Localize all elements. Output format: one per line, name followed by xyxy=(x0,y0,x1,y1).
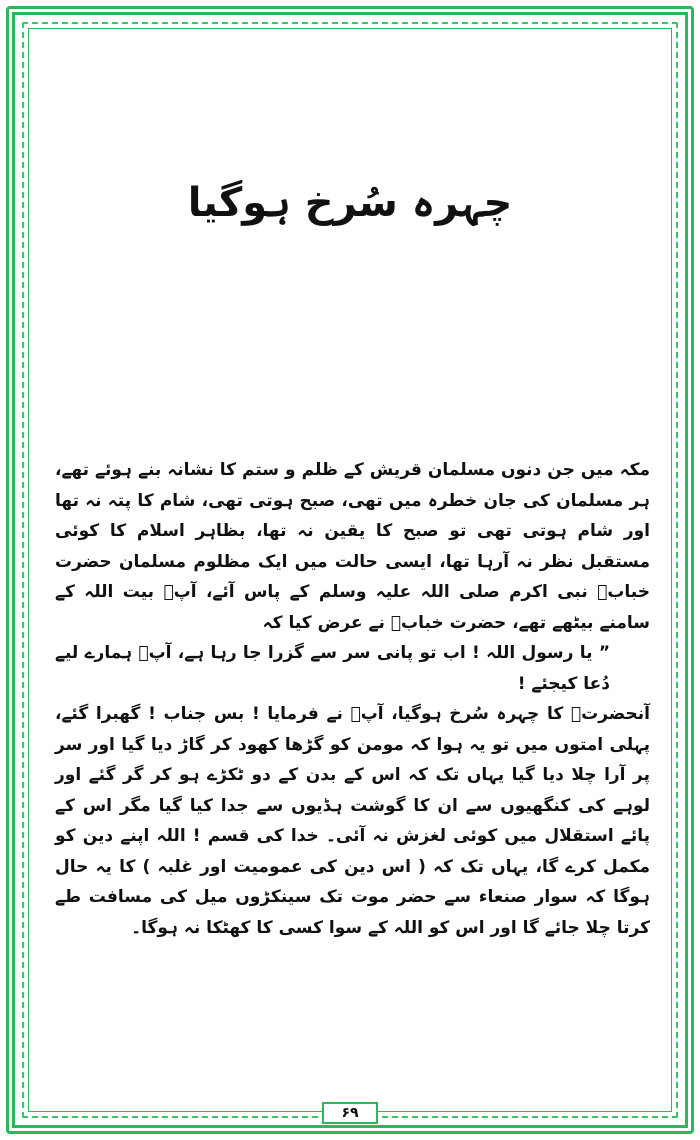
page-number: ۶۹ xyxy=(322,1102,378,1124)
paragraph-quote: ” یا رسول اللہ ! اب تو پانی سر سے گزرا جا رہا ہے، آپؐ ہمارے لیے دُعا کیجئے ! xyxy=(55,643,610,694)
paragraph-intro: مکہ میں جن دنوں مسلمان قریش کے ظلم و ستم کا نشانہ بنے ہوئے تھے، ہر مسلمان کی جان خطرہ میں تھی، صبح ہوتی تھی، شام کا پتہ نہ تھا اور شام ہوتی تھی تو صبح کا یقین نہ تھا، بظاہر اسلام کا کوئی مستقبل نظر نہ آرہا تھا، ایسی حالت میں ایک مظلوم مسلمان حضرت خبابؓ نبی اکرم صلی اللہ علیہ وسلم کے پاس آئے، آپؐ بیت اللہ کے سامنے بیٹھے تھے، حضرت خبابؓ نے عرض کیا کہ xyxy=(55,460,650,633)
page-title: چہرہ سُرخ ہوگیا xyxy=(187,180,513,226)
article-body xyxy=(55,455,650,943)
paragraph-reply: آنحضرتؐ کا چہرہ سُرخ ہوگیا، آپؐ نے فرمایا ! بس جناب ! گھبرا گئے، پہلی امتوں میں تو یہ ہوا کہ مومن کو گڑھا کھود کر گاڑ دیا گیا اور سر پر آرا چلا دیا گیا یہاں تک کہ اس کے بدن کے دو ٹکڑے ہو کر گر گئے اور لوہے کی کنگھیوں سے ان کا گوشت ہڈیوں سے جدا کیا گیا مگر اس کے پائے استقلال میں کوئی لغزش نہ آئی۔ خدا کی قسم ! اللہ اپنے دین کو مکمل کرے گا، یہاں تک کہ ( اس دین کی عمومیت اور غلبہ ) کا یہ حال ہوگا کہ سوار صنعاء سے حضر موت تک سینکڑوں میل کی مسافت طے کرتا چلا جائے گا اور اس کو اللہ کے سوا کسی کا کھٹکا نہ ہوگا۔ xyxy=(55,704,650,938)
